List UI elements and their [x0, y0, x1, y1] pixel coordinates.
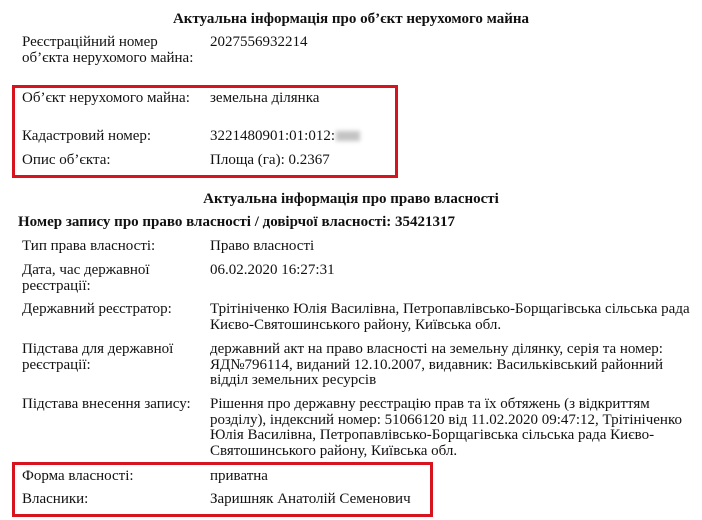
info-value: Трітініченко Юлія Василівна, Петропавлівсько-Борщагівська сільська рада Києво-Святошинського району, Київська обл. [210, 301, 690, 333]
info-value: 06.02.2020 16:27:31 [210, 262, 335, 278]
info-label: Кадастровий номер: [22, 128, 152, 144]
info-value: 2027556932214 [210, 34, 308, 50]
info-value: приватна [210, 468, 268, 484]
info-label: Реєстраційний номер об’єкта нерухомого майна: [22, 34, 194, 66]
info-label: Власники: [22, 491, 89, 507]
info-value: Право власності [210, 238, 315, 254]
info-label: Форма власності: [22, 468, 134, 484]
section-title-ownership: Актуальна інформація про право власності [203, 191, 499, 207]
info-value: Площа (га): 0.2367 [210, 152, 330, 168]
highlight-box-object-details [12, 85, 398, 178]
info-value: земельна ділянка [210, 90, 320, 106]
record-number-heading: Номер запису про право власності / довірчої власності: 35421317 [18, 214, 456, 230]
info-label: Опис об’єкта: [22, 152, 111, 168]
info-value: державний акт на право власності на земельну ділянку, серія та номер: ЯД№796114, виданий 12.10.2007, видавник: Васильківський районний відділ земельних ресурсів [210, 341, 663, 388]
info-label: Підстава внесення запису: [22, 396, 191, 412]
cadastral-number-text: 3221480901:01:012: [210, 128, 336, 144]
section-title-property-object: Актуальна інформація про об’єкт нерухомого майна [172, 11, 530, 27]
info-label: Підстава для державної реєстрації: [22, 341, 174, 373]
highlight-box-owner-details [12, 462, 433, 517]
info-value: Заришняк Анатолій Семенович [210, 491, 411, 507]
info-label: Державний реєстратор: [22, 301, 172, 317]
info-value: Рішення про державну реєстрацію прав та їх обтяжень (з відкриттям розділу), індексний номер: 51066120 від 11.02.2020 09:47:12, Трітініченко Юлія Василівна, Петропавлівсько-Борщагівська сільська рада Києво-Святошинського району, Київська обл. [210, 396, 682, 459]
info-label: Тип права власності: [22, 238, 156, 254]
info-label: Об’єкт нерухомого майна: [22, 90, 190, 106]
info-label: Дата, час державної реєстрації: [22, 262, 150, 294]
